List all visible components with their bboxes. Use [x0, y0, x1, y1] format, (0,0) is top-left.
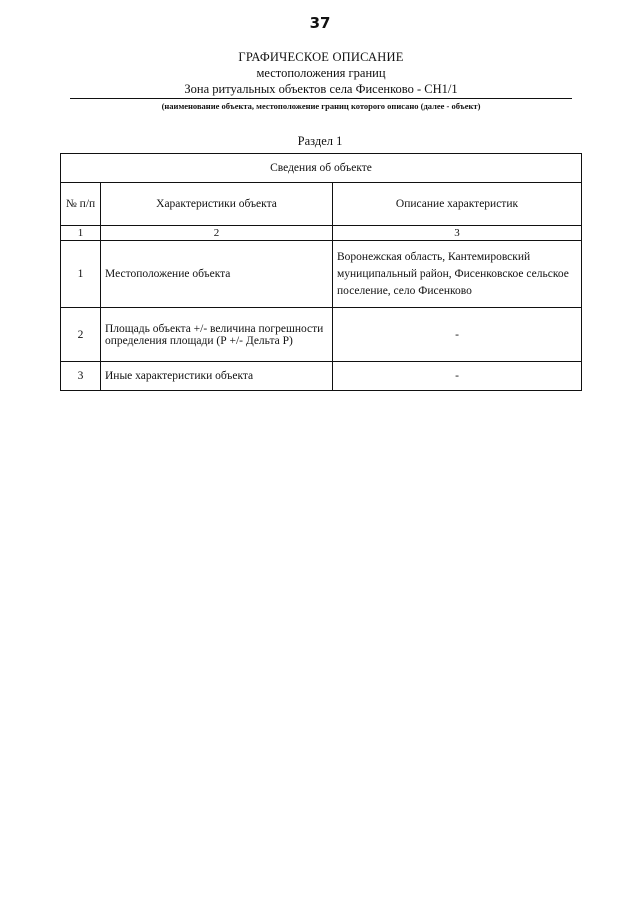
section-label: Раздел 1: [297, 134, 343, 148]
row-characteristic: Иные характеристики объекта: [101, 362, 333, 391]
column-header-characteristic: Характеристики объекта: [101, 183, 333, 226]
column-index: 2: [101, 226, 333, 241]
column-header-number: № п/п: [61, 183, 101, 226]
table-row: [61, 362, 582, 391]
table-header-row: [61, 154, 582, 183]
column-index: 3: [333, 226, 582, 241]
column-header-row: [61, 183, 582, 226]
object-name: Зона ритуальных объектов села Фисенково - СН1/1: [70, 81, 572, 99]
row-number: 2: [61, 308, 101, 362]
page-number: 37: [309, 14, 331, 32]
column-header-description: Описание характеристик: [333, 183, 582, 226]
column-index-row: [61, 226, 582, 241]
document-title: ГРАФИЧЕСКОЕ ОПИСАНИЕ: [238, 50, 404, 64]
table-header: Сведения об объекте: [61, 154, 582, 183]
row-description: -: [333, 308, 582, 362]
table-row: [61, 241, 582, 308]
column-index: 1: [61, 226, 101, 241]
row-number: 3: [61, 362, 101, 391]
row-description: -: [333, 362, 582, 391]
row-description: Воронежская область, Кантемировский муниципальный район, Фисенковское сельское поселение, село Фисенково: [333, 241, 582, 308]
row-characteristic: Площадь объекта +/- величина погрешности определения площади (Р +/- Дельта Р): [101, 308, 333, 362]
object-info-table: [60, 153, 582, 391]
document-subtitle: местоположения границ: [256, 66, 386, 80]
row-number: 1: [61, 241, 101, 308]
document-title-block: [70, 49, 572, 112]
table-row: [61, 308, 582, 362]
object-name-note: (наименование объекта, местоположение границ которого описано (далее - объект): [161, 101, 481, 111]
row-characteristic: Местоположение объекта: [101, 241, 333, 308]
